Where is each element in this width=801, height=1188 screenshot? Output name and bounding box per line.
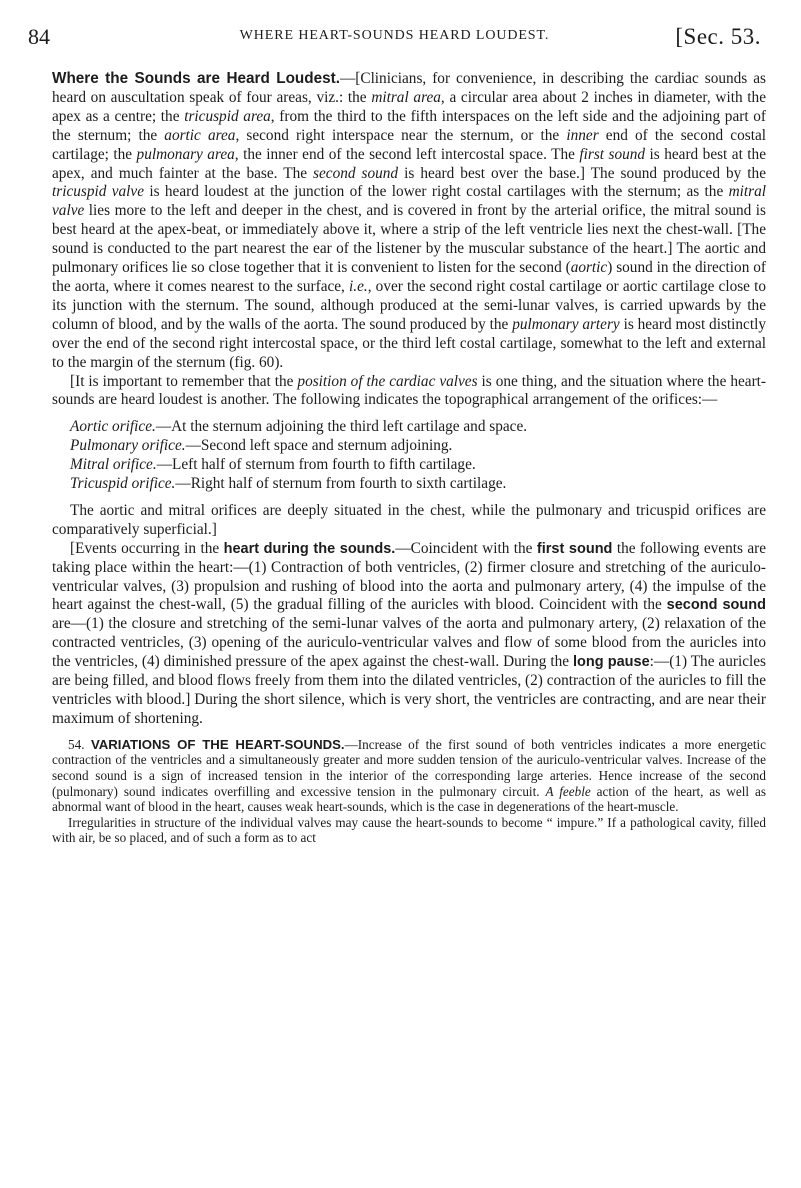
section-label: [Sec. 53.: [675, 24, 761, 49]
section-54-paragraph: 54. VARIATIONS OF THE HEART-SOUNDS.—Increase of the first sound of both ventricles indicates a more energetic contraction of the ventricles and a simultaneously greater and more sudden tension of the auriculo-ventricular valves. Increase of the second sound is a sign of increased tension in the interior of the corresponding large arteries. Hence increase of the second (pulmonary) sound indicates overfilling and excessive tension in the pulmonary circuit. A feeble action of the heart, as well as abnormal want of blood in the heart, causes weak heart-sounds, which is the case in degenerations of the heart-muscle.: [52, 736, 767, 815]
list-item: Pulmonary orifice.—Second left space and sternum adjoining.: [70, 437, 453, 455]
paragraph-sounds-heard-loudest: Where the Sounds are Heard Loudest.—[Clinicians, for convenience, in describing the cardiac sounds as heard on auscultation speak of four areas, viz.: the mitral area, a circular area about 2 inches in diameter, with the apex as a centre; the tricuspid area, from the third to the fifth interspaces on the left side and the adjoining part of the sternum; the aortic area, second right interspace near the sternum, or the inner end of the second costal cartilage; the pulmonary area, the inner end of the second left intercostal space. The first sound is heard best at the apex, and much fainter at the base. The second sound is heard best over the base.] The sound produced by the tricuspid valve is heard loudest at the junction of the lower right costal cartilages with the sternum; as the mitral valve lies more to the left and deeper in the chest, and is covered in front by the arterial orifice, the mitral sound is best heard at the apex-beat, or immediately above it, where a strip of the left ventricle lies next the chest-wall. [The sound is conducted to the part nearest the ear of the listener by the muscular substance of the heart.] The aortic and pulmonary orifices lie so close together that it is convenient to listen for the second (aortic) sound in the direction of the aorta, where it comes nearest to the surface, i.e., over the second right costal cartilage or aortic cartilage close to its junction with the sternum. The sound, although produced at the semi-lunar valves, is carried upwards by the column of blood, and by the walls of the aorta. The sound produced by the pulmonary artery is heard most distinctly over the end of the second right intercostal space, or the third left costal cartilage, somewhat to the left and external to the margin of the sternum (fig. 60).: [52, 70, 767, 371]
list-item: Mitral orifice.—Left half of sternum from fourth to fifth cartilage.: [70, 456, 476, 474]
section-heading: VARIATIONS OF THE HEART-SOUNDS.: [90, 736, 345, 752]
page-number: 84: [28, 24, 50, 49]
paragraph-heading: Where the Sounds are Heard Loudest.: [52, 70, 340, 87]
section-54-paragraph-2: Irregularities in structure of the individual valves may cause the heart-sounds to become “ impure.” If a pathological cavity, filled with air, be so placed, and of such a form as to act: [52, 814, 766, 846]
paragraph-orifice-depth: The aortic and mitral orifices are deeply situated in the chest, while the pulmonary and tricuspid orifices are comparatively superficial.]: [52, 501, 766, 538]
page-header: [28, 24, 761, 54]
section-number: 54.: [68, 736, 85, 752]
main-text: [52, 70, 766, 846]
list-item: Tricuspid orifice.—Right half of sternum from fourth to sixth cartilage.: [70, 475, 507, 493]
paragraph-events: [Events occurring in the heart during the sounds.—Coincident with the first sound the following events are taking place within the heart:—(1) Contraction of both ventricles, (2) firmer closure and stretching of the auriculo-ventricular valves, (3) propulsion and rushing of blood into the aorta and pulmonary artery, (4) the impulse of the heart against the chest-wall, (5) the gradual filling of the auricles with blood. Coincident with the second sound are—(1) the closure and stretching of the semi-lunar valves of the aorta and pulmonary artery, (2) relaxation of the contracted ventricles, (3) opening of the auriculo-ventricular valves and flow of some blood from the auricles into the ventricles, (4) diminished pressure of the apex against the chest-wall. During the long pause:—(1) The auricles are being filled, and blood flows freely from them into the dilated ventricles, (2) contraction of the auricles to fill the ventricles with blood.] During the short silence, which is very short, the ventricles are contracting, and are near their maximum of shortening.: [52, 539, 767, 727]
list-item: Aortic orifice.—At the sternum adjoining the third left cartilage and space.: [70, 418, 528, 436]
running-title: WHERE HEART-SOUNDS HEARD LOUDEST.: [239, 28, 550, 43]
paragraph-position-valves: [It is important to remember that the position of the cardiac valves is one thing, and the situation where the heart-sounds are heard loudest is another. The following indicates the topographical arrangement of the orifices:—: [52, 372, 767, 409]
section-54: [52, 737, 766, 846]
orifice-list: [70, 418, 766, 494]
